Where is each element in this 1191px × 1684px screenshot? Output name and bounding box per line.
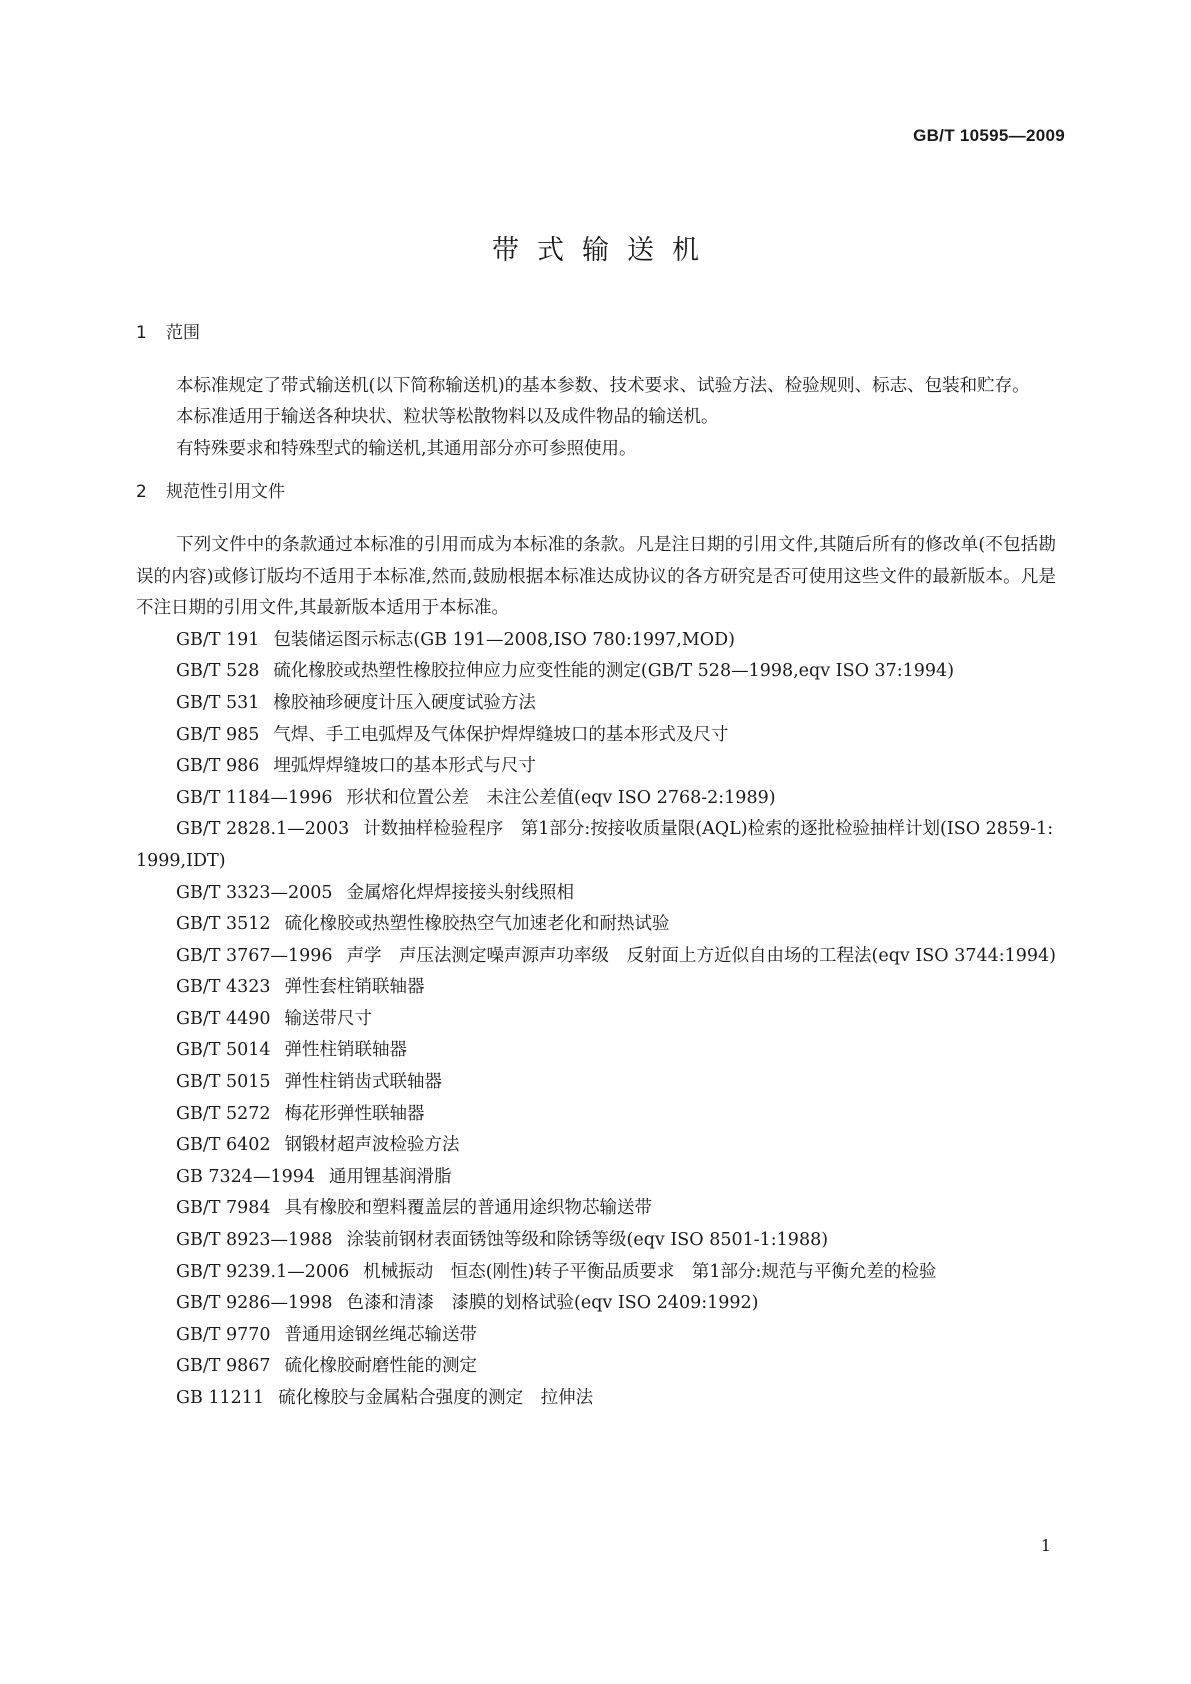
reference-code: GB/T 3323—2005	[176, 882, 333, 903]
reference-title: 计数抽样检验程序 第1部分:按接收质量限(AQL)检索的逐批检验抽样计划(ISO 2859-1:1999,IDT)	[136, 819, 1054, 871]
reference-item	[136, 656, 1056, 688]
reference-code: GB/T 6402	[176, 1135, 271, 1156]
reference-code: GB/T 4490	[176, 1008, 271, 1029]
reference-title: 通用锂基润滑脂	[328, 1166, 452, 1187]
reference-code: GB/T 9286—1998	[176, 1293, 333, 1314]
reference-code: GB/T 9770	[176, 1324, 271, 1345]
paragraph: 有特殊要求和特殊型式的输送机,其通用部分亦可参照使用。	[176, 438, 637, 459]
reference-title: 橡胶袖珍硬度计压入硬度试验方法	[273, 692, 536, 713]
section-heading-scope	[136, 318, 1056, 350]
reference-item	[136, 814, 1056, 877]
reference-item	[136, 909, 1056, 941]
reference-item	[136, 1225, 1056, 1257]
reference-code: GB/T 9867	[176, 1356, 271, 1377]
document-title: 带式输送机	[492, 235, 717, 266]
reference-item	[136, 1351, 1056, 1383]
section-number: 2	[136, 482, 147, 503]
reference-item	[136, 625, 1056, 657]
page-number: 1	[1040, 1536, 1051, 1555]
reference-title: 硫化橡胶耐磨性能的测定	[284, 1356, 478, 1377]
reference-title: 包装储运图示标志(GB 191—2008,ISO 780:1997,MOD)	[273, 629, 735, 650]
reference-title: 梅花形弹性联轴器	[284, 1103, 425, 1124]
reference-item	[136, 878, 1056, 910]
reference-item	[136, 1099, 1056, 1131]
reference-item	[136, 1067, 1056, 1099]
reference-list	[136, 625, 1056, 1415]
reference-title: 声学 声压法测定噪声源声功率级 反射面上方近似自由场的工程法(eqv ISO 3744:1994)	[346, 945, 1056, 966]
reference-title: 弹性套柱销联轴器	[284, 977, 425, 998]
reference-code: GB/T 9239.1—2006	[176, 1261, 350, 1282]
section-number: 1	[136, 323, 147, 343]
reference-title: 弹性柱销齿式联轴器	[284, 1072, 443, 1093]
reference-title: 硫化橡胶与金属粘合强度的测定 拉伸法	[278, 1388, 594, 1408]
reference-item	[136, 720, 1056, 752]
reference-code: GB/T 8923—1988	[176, 1230, 333, 1251]
reference-code: GB/T 7984	[176, 1198, 271, 1219]
reference-title: 气焊、手工电弧焊及气体保护焊焊缝坡口的基本形式及尺寸	[273, 724, 729, 745]
reference-item	[136, 972, 1056, 1004]
reference-item	[136, 751, 1056, 783]
reference-code: GB/T 528	[176, 661, 260, 682]
reference-code: GB/T 5014	[176, 1040, 271, 1061]
reference-title: 具有橡胶和塑料覆盖层的普通用途织物芯输送带	[284, 1198, 653, 1219]
reference-item	[136, 941, 1056, 973]
document-body	[136, 318, 1056, 1415]
reference-code: GB/T 985	[176, 724, 260, 745]
reference-item	[136, 1004, 1056, 1036]
reference-item	[136, 1320, 1056, 1352]
reference-title: 形状和位置公差 未注公差值(eqv ISO 2768-2:1989)	[346, 787, 776, 808]
reference-item	[136, 1193, 1056, 1225]
reference-code: GB/T 3512	[176, 914, 271, 935]
reference-code: GB/T 1184—1996	[176, 787, 333, 808]
reference-code: GB 11211	[176, 1388, 265, 1408]
reference-title: 硫化橡胶或热塑性橡胶拉伸应力应变性能的测定(GB/T 528—1998,eqv ISO 37:1994)	[273, 661, 955, 682]
reference-title: 金属熔化焊焊接接头射线照相	[346, 882, 575, 903]
reference-title: 硫化橡胶或热塑性橡胶热空气加速老化和耐热试验	[284, 914, 670, 935]
paragraph: 本标准适用于输送各种块状、粒状等松散物料以及成件物品的输送机。	[176, 407, 719, 428]
reference-code: GB/T 986	[176, 756, 260, 777]
reference-item	[136, 1162, 1056, 1194]
reference-code: GB/T 4323	[176, 977, 271, 998]
reference-title: 色漆和清漆 漆膜的划格试验(eqv ISO 2409:1992)	[346, 1293, 759, 1314]
reference-title: 钢锻材超声波检验方法	[284, 1135, 460, 1156]
reference-item	[136, 783, 1056, 815]
reference-item	[136, 1130, 1056, 1162]
reference-title: 埋弧焊焊缝坡口的基本形式与尺寸	[273, 756, 536, 777]
reference-item	[136, 1035, 1056, 1067]
reference-item	[136, 1383, 1056, 1415]
paragraph: 本标准规定了带式输送机(以下简称输送机)的基本参数、技术要求、试验方法、检验规则、标志、包装和贮存。	[176, 375, 1030, 396]
reference-item	[136, 1257, 1056, 1289]
reference-code: GB/T 3767—1996	[176, 945, 333, 966]
reference-code: GB/T 531	[176, 692, 260, 713]
reference-code: GB/T 5015	[176, 1072, 271, 1093]
section-title: 规范性引用文件	[166, 482, 285, 503]
reference-code: GB 7324—1994	[176, 1166, 315, 1187]
reference-code: GB/T 5272	[176, 1103, 271, 1124]
reference-title: 机械振动 恒态(刚性)转子平衡品质要求 第1部分:规范与平衡允差的检验	[363, 1261, 937, 1282]
reference-title: 普通用途钢丝绳芯输送带	[284, 1324, 478, 1345]
reference-title: 弹性柱销联轴器	[284, 1040, 408, 1061]
reference-title: 涂装前钢材表面锈蚀等级和除锈等级(eqv ISO 8501-1:1988)	[346, 1230, 829, 1251]
section-title: 范围	[166, 323, 200, 343]
reference-code: GB/T 191	[176, 629, 260, 650]
paragraph: 下列文件中的条款通过本标准的引用而成为本标准的条款。凡是注日期的引用文件,其随后所有的修改单(不包括勘误的内容)或修订版均不适用于本标准,然而,鼓励根据本标准达成协议的各方研究是否可使用这些文件的最新版本。凡是不注日期的引用文件,其最新版本适用于本标准。	[136, 534, 1056, 619]
reference-code: GB/T 2828.1—2003	[176, 819, 350, 840]
reference-item	[136, 688, 1056, 720]
reference-title: 输送带尺寸	[284, 1008, 373, 1029]
standard-number: GB/T 10595—2009	[913, 126, 1065, 145]
reference-item	[136, 1288, 1056, 1320]
section-heading-normative-references	[136, 477, 1056, 509]
